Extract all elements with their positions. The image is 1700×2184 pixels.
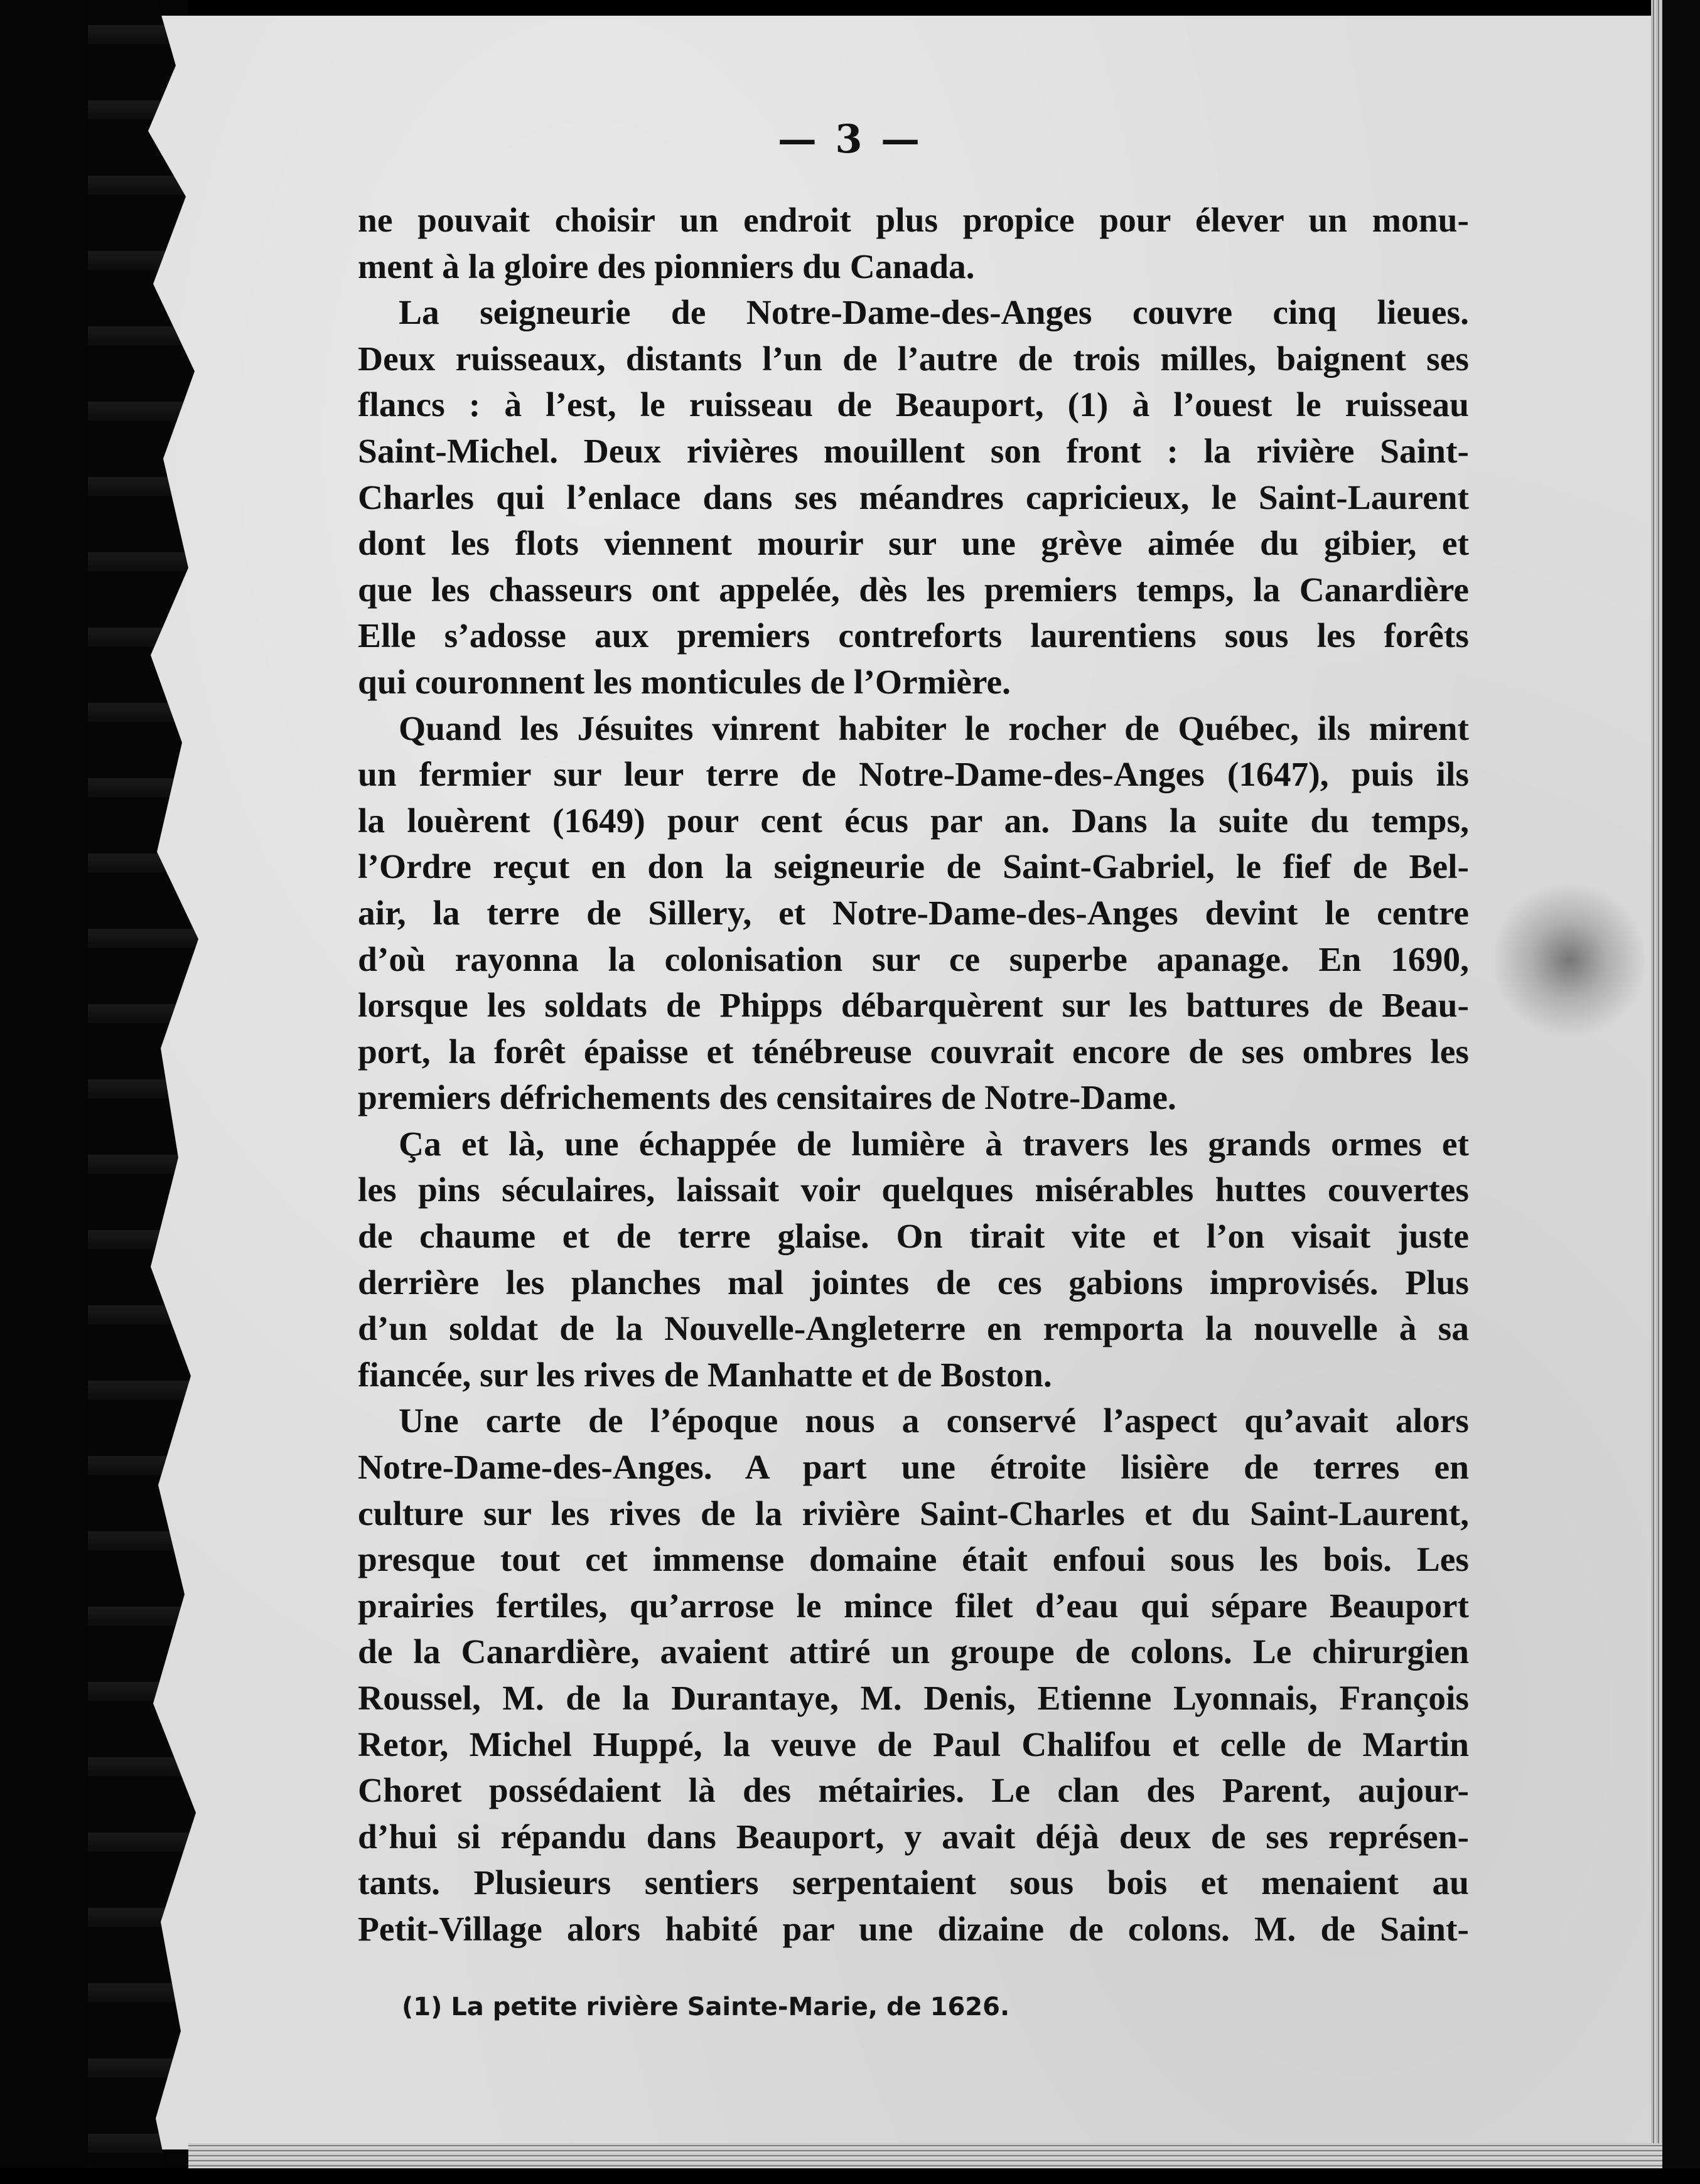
text-line: Notre-Dame-des-Anges. A part une étroite lisière de terres en: [358, 1448, 1469, 1487]
paragraph: [358, 1398, 1469, 1952]
text-line: la louèrent (1649) pour cent écus par an. Dans la suite du temps,: [358, 801, 1469, 840]
paragraph: [358, 198, 1469, 290]
text-line: Quand les Jésuites vinrent habiter le rocher de Québec, ils mirent: [399, 709, 1469, 748]
text-line: d’hui si répandu dans Beauport, y avait déjà deux de ses représen-: [358, 1817, 1469, 1856]
text-line: derrière les planches mal jointes de ces gabions improvisés. Plus: [358, 1263, 1469, 1302]
text-line: Saint-Michel. Deux rivières mouillent son front : la rivière Saint-: [358, 432, 1469, 471]
text-line: un fermier sur leur terre de Notre-Dame-des-Anges (1647), puis ils: [358, 756, 1469, 795]
text-line: flancs : à l’est, le ruisseau de Beauport, (1) à l’ouest le ruisseau: [358, 386, 1469, 425]
footnote: (1) La petite rivière Sainte-Marie, de 1626.: [402, 1993, 1010, 2021]
text-line: prairies fertiles, qu’arrose le mince filet d’eau qui sépare Beauport: [358, 1587, 1469, 1625]
text-line: que les chasseurs ont appelée, dès les premiers temps, la Canardière: [358, 570, 1469, 609]
text-line: Choret possédaient là des métairies. Le clan des Parent, aujour-: [358, 1772, 1469, 1811]
scan-bottom-border: [0, 2168, 1700, 2184]
paragraph: [358, 290, 1469, 705]
text-line: de chaume et de terre glaise. On tirait vite et l’on visait juste: [358, 1218, 1469, 1256]
text-line: Ça et là, une échappée de lumière à travers les grands ormes et: [399, 1125, 1469, 1164]
text-line: lorsque les soldats de Phipps débarquèrent sur les battures de Beau-: [358, 987, 1469, 1025]
text-line: Petit-Village alors habité par une dizaine de colons. M. de Saint-: [358, 1910, 1469, 1949]
text-line: Une carte de l’époque nous a conservé l’aspect qu’avait alors: [399, 1402, 1469, 1441]
text-line: ne pouvait choisir un endroit plus propice pour élever un monu-: [358, 201, 1469, 240]
paragraph: [358, 706, 1469, 1121]
text-line: qui couronnent les monticules de l’Ormière.: [358, 663, 1011, 702]
ink-stain: [1494, 879, 1645, 1042]
text-line: Elle s’adosse aux premiers contreforts laurentiens sous les forêts: [358, 617, 1469, 656]
text-line: fiancée, sur les rives de Manhatte et de Boston.: [358, 1356, 1052, 1394]
scan-right-border: [1662, 0, 1700, 2184]
text-line: La seigneurie de Notre-Dame-des-Anges couvre cinq lieues.: [399, 294, 1469, 333]
text-line: Deux ruisseaux, distants l’un de l’autre de trois milles, baignent ses: [358, 340, 1469, 378]
page-stack-bottom: [188, 2143, 1662, 2168]
text-line: Roussel, M. de la Durantaye, M. Denis, Etienne Lyonnais, François: [358, 1679, 1469, 1718]
text-line: d’un soldat de la Nouvelle-Angleterre en remporta la nouvelle à sa: [358, 1310, 1469, 1349]
text-line: dont les flots viennent mourir sur une grève aimée du gibier, et: [358, 525, 1469, 564]
text-line: d’où rayonna la colonisation sur ce superbe apanage. En 1690,: [358, 940, 1469, 979]
page-number: — 3 —: [777, 116, 923, 162]
text-line: de la Canardière, avaient attiré un groupe de colons. Le chirurgien: [358, 1633, 1469, 1672]
text-line: port, la forêt épaisse et ténébreuse couvrait encore de ses ombres les: [358, 1032, 1469, 1071]
text-line: les pins séculaires, laissait voir quelques misérables huttes couvertes: [358, 1171, 1469, 1210]
text-line: air, la terre de Sillery, et Notre-Dame-des-Anges devint le centre: [358, 894, 1469, 933]
text-line: ment à la gloire des pionniers du Canada.: [358, 247, 975, 286]
text-line: l’Ordre reçut en don la seigneurie de Saint-Gabriel, le fief de Bel-: [358, 848, 1469, 887]
body-text: [358, 198, 1469, 1953]
paragraph: [358, 1121, 1469, 1399]
page-stack-right: [1651, 0, 1662, 2184]
text-line: culture sur les rives de la rivière Saint-Charles et du Saint-Laurent,: [358, 1494, 1469, 1533]
text-line: Charles qui l’enlace dans ses méandres capricieux, le Saint-Laurent: [358, 478, 1469, 517]
text-line: tants. Plusieurs sentiers serpentaient sous bois et menaient au: [358, 1864, 1469, 1903]
text-line: presque tout cet immense domaine était enfoui sous les bois. Les: [358, 1541, 1469, 1580]
text-line: premiers défrichements des censitaires de Notre-Dame.: [358, 1079, 1176, 1118]
text-line: Retor, Michel Huppé, la veuve de Paul Chalifou et celle de Martin: [358, 1725, 1469, 1764]
